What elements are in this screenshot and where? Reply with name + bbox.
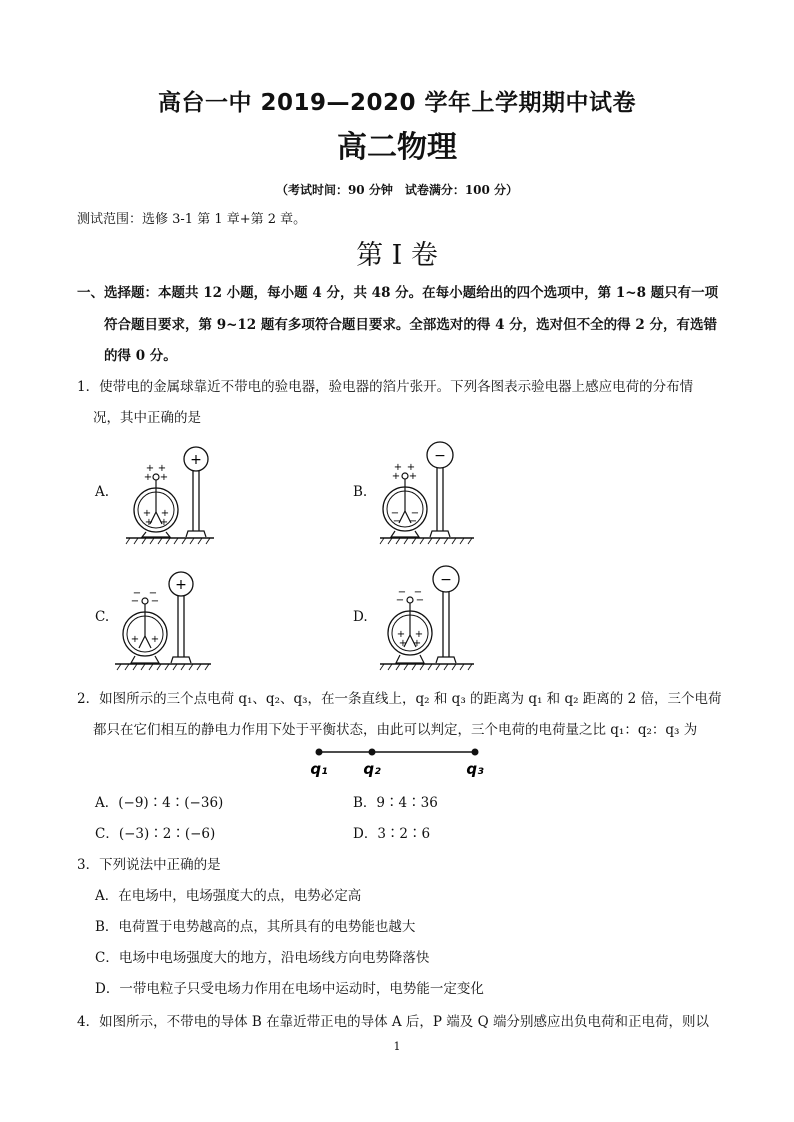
svg-text:+: + <box>159 472 169 483</box>
q1-option-c-label: C. <box>95 609 110 625</box>
sphere-charge-sign: + <box>175 577 187 593</box>
svg-text:−: − <box>410 508 420 519</box>
q1-figure-c <box>115 568 215 676</box>
svg-text:−: − <box>408 516 418 527</box>
q3-option-c: C．电场中电场强度大的地方，沿电场线方向电势降落快 <box>95 950 430 966</box>
exam-title: 高台一中 2019—2020 学年上学期期中试卷 <box>157 90 637 116</box>
svg-text:+: + <box>143 472 153 483</box>
svg-text:−: − <box>415 595 425 606</box>
q2-line2: 都只在它们相互的静电力作用下处于平衡状态，由此可以判定，三个电荷的电荷量之比 q₁：q₂：q₃ 为 <box>93 722 698 738</box>
charge-q2-label: q₂ <box>363 760 381 778</box>
section1-line3: 的得 0 分。 <box>104 348 177 364</box>
svg-text:+: + <box>393 462 403 473</box>
q1-figure-b <box>378 437 478 548</box>
q4-line1: 4．如图所示，不带电的导体 B 在靠近带正电的导体 A 后，P 端及 Q 端分别感应出负电荷和正电荷，则以 <box>77 1014 709 1030</box>
svg-text:−: − <box>390 508 400 519</box>
page-number: 1 <box>393 1040 401 1053</box>
q3-option-b: B．电荷置于电势越高的点，其所具有的电势能也越大 <box>95 919 416 935</box>
q1-line1: 1．使带电的金属球靠近不带电的验电器，验电器的箔片张开。下列各图表示验电器上感应电荷的分布情 <box>77 379 694 395</box>
q2-option-a: A．(−9)∶4∶(−36) <box>95 795 224 811</box>
svg-text:+: + <box>159 517 169 528</box>
svg-text:−: − <box>397 587 407 598</box>
q2-option-d: D．3∶2∶6 <box>353 826 431 842</box>
q3-option-a: A．在电场中，电场强度大的点，电势必定高 <box>95 888 362 904</box>
svg-text:−: − <box>392 516 402 527</box>
q1-figure-d <box>378 563 478 676</box>
exam-info: （考试时间：90 分钟 试卷满分：100 分） <box>275 183 519 197</box>
svg-text:+: + <box>160 508 170 519</box>
svg-text:+: + <box>406 462 416 473</box>
svg-text:+: + <box>396 629 406 640</box>
sphere-charge-sign: + <box>190 452 202 468</box>
q1-option-d-label: D. <box>353 609 368 625</box>
svg-text:−: − <box>395 595 405 606</box>
subject-title: 高二物理 <box>337 130 457 165</box>
volume-heading: 第 I 卷 <box>356 240 438 271</box>
svg-text:+: + <box>130 634 140 645</box>
sphere-charge-sign: − <box>434 448 446 464</box>
q2-line1: 2．如图所示的三个点电荷 q₁、q₂、q₃，在一条直线上，q₂ 和 q₃ 的距离为 q₁ 和 q₂ 距离的 2 倍，三个电荷 <box>77 691 722 707</box>
charge-q1-label: q₁ <box>310 760 328 778</box>
svg-text:+: + <box>412 638 422 649</box>
svg-text:+: + <box>150 634 160 645</box>
q2-option-c: C．(−3)∶2∶(−6) <box>95 826 216 842</box>
svg-text:+: + <box>142 508 152 519</box>
svg-text:−: − <box>150 596 160 607</box>
svg-text:+: + <box>408 471 418 482</box>
svg-text:+: + <box>391 471 401 482</box>
q1-option-b-label: B. <box>353 484 368 500</box>
section1-line2: 符合题目要求，第 9~12 题有多项符合题目要求。全部选对的得 4 分，选对但不全的得 2 分，有选错 <box>104 317 717 333</box>
svg-text:−: − <box>148 588 158 599</box>
q1-line2: 况，其中正确的是 <box>93 410 201 426</box>
svg-text:−: − <box>132 588 142 599</box>
svg-text:+: + <box>398 638 408 649</box>
q1-figure-a <box>120 440 220 548</box>
q2-option-b: B．9∶4∶36 <box>353 795 438 811</box>
svg-text:+: + <box>144 517 154 528</box>
q3-option-d: D．一带电粒子只受电场力作用在电场中运动时，电势能一定变化 <box>95 981 484 997</box>
svg-text:+: + <box>414 629 424 640</box>
q1-option-a-label: A. <box>95 484 110 500</box>
test-scope: 测试范围：选修 3-1 第 1 章+第 2 章。 <box>77 212 307 227</box>
section1-line1: 一、选择题：本题共 12 小题，每小题 4 分，共 48 分。在每小题给出的四个选项中，第 1~8 题只有一项 <box>77 285 719 301</box>
svg-text:+: + <box>145 463 155 474</box>
q3-stem: 3．下列说法中正确的是 <box>77 857 221 873</box>
svg-text:−: − <box>413 587 423 598</box>
svg-text:−: − <box>130 596 140 607</box>
svg-text:+: + <box>157 463 167 474</box>
charge-q3-label: q₃ <box>466 760 484 778</box>
q2-charge-line-figure <box>305 744 490 780</box>
sphere-charge-sign: − <box>440 572 452 588</box>
